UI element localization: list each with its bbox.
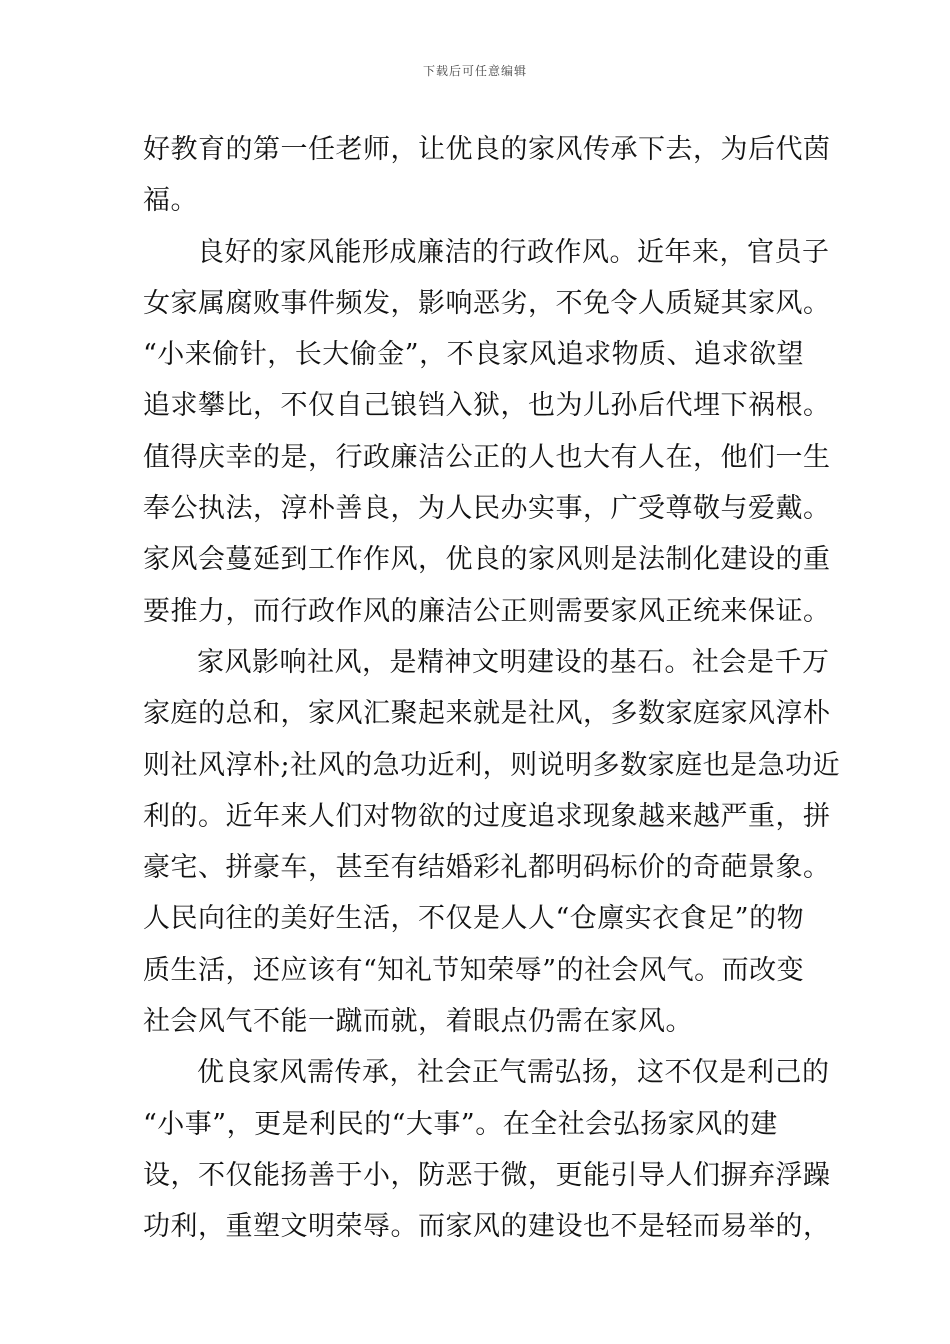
text-line: 福。 — [143, 185, 198, 217]
text-line: 社会风气不能一蹴而就，着眼点仍需在家风。 — [143, 1006, 693, 1038]
document-body — [143, 124, 841, 1253]
text-line: 好教育的第一任老师，让优良的家风传承下去，为后代茵 — [143, 134, 831, 165]
text-line: 奉公执法，淳朴善良，为人民办实事，广受尊敬与爱戴。 — [143, 493, 831, 525]
paragraph-start-line: 家风影响社风，是精神文明建设的基石。社会是千万 — [197, 646, 830, 678]
text-line: “小事”，更是利民的“大事”。在全社会弘扬家风的建 — [143, 1108, 778, 1140]
text-line: 利的。近年来人们对物欲的过度追求现象越来越严重，拼 — [143, 800, 831, 832]
text-line: 设，不仅能扬善于小，防恶于微，更能引导人们摒弃浮躁 — [143, 1159, 831, 1191]
text-line: 家庭的总和，家风汇聚起来就是社风，多数家庭家风淳朴 — [143, 698, 831, 730]
text-line: 功利，重塑文明荣辱。而家风的建设也不是轻而易举的， — [143, 1211, 831, 1243]
text-line: 值得庆幸的是，行政廉洁公正的人也大有人在，他们一生 — [143, 441, 831, 473]
text-line: 豪宅、拼豪车，甚至有结婚彩礼都明码标价的奇葩景象。 — [143, 852, 831, 884]
paragraph-start-line: 良好的家风能形成廉洁的行政作风。近年来，官员子 — [197, 236, 830, 268]
page-header: 下载后可任意编辑 — [422, 64, 527, 78]
text-line: 人民向往的美好生活，不仅是人人“仓廪实衣食足”的物 — [143, 903, 805, 935]
text-line: 要推力，而行政作风的廉洁公正则需要家风正统来保证。 — [143, 595, 831, 627]
paragraph-start-line: 优良家风需传承，社会正气需弘扬，这不仅是利己的 — [197, 1057, 830, 1089]
text-line: 质生活，还应该有“知礼节知荣辱”的社会风气。而改变 — [143, 954, 805, 986]
text-line: 家风会蔓延到工作作风，优良的家风则是法制化建设的重 — [143, 544, 831, 576]
text-line: 则社风淳朴;社风的急功近利，则说明多数家庭也是急功近 — [143, 749, 841, 781]
text-line: 追求攀比，不仅自己锒铛入狱，也为儿孙后代埋下祸根。 — [143, 390, 831, 422]
text-line: 女家属腐败事件频发，影响恶劣，不免令人质疑其家风。 — [143, 287, 831, 319]
text-line: “小来偷针，长大偷金”，不良家风追求物质、追求欲望 — [143, 339, 805, 371]
